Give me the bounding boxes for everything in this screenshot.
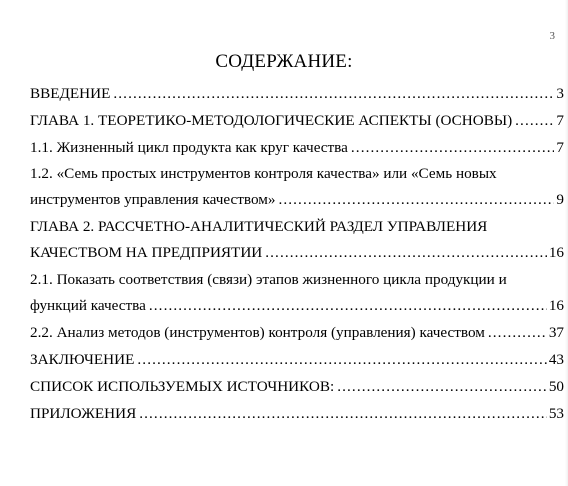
toc-entry-appendices[interactable] [30, 404, 564, 424]
toc-entry-text-line1: 1.2. «Семь простых инструментов контроля качества» или «Семь новых [30, 165, 497, 182]
leader-dots [278, 190, 554, 210]
toc-entry-page: 3 [556, 85, 564, 102]
page-number: 3 [549, 30, 555, 42]
toc-entry-page: 37 [548, 324, 564, 341]
toc-entry-text-line1: ГЛАВА 2. РАССЧЕТНО-АНАЛИТИЧЕСКИЙ РАЗДЕЛ УПРАВЛЕНИЯ [30, 218, 488, 235]
toc-entry-1-2[interactable] [30, 164, 564, 210]
leader-dots [265, 243, 547, 263]
toc-entry-page: 9 [556, 191, 564, 208]
toc-entry-conclusion[interactable] [30, 350, 564, 370]
toc-entry-2-1[interactable] [30, 270, 564, 316]
toc-entry-sources[interactable] [30, 377, 564, 397]
toc-entry-text: функций качества [30, 297, 146, 314]
toc-entry-text: КАЧЕСТВОМ НА ПРЕДПРИЯТИИ [30, 244, 263, 261]
toc-entry-text: 2.2. Анализ методов (инструментов) контроля (управления) качеством [30, 324, 485, 341]
toc-entry-text: 1.1. Жизненный цикл продукта как круг качества [30, 139, 348, 156]
toc-entry-page: 50 [548, 378, 564, 395]
toc-entry-page: 53 [548, 405, 564, 422]
leader-dots [137, 350, 546, 370]
toc-entry-page: 16 [548, 297, 564, 314]
toc-entry-chapter-1[interactable] [30, 111, 564, 131]
toc-entry-page: 43 [548, 351, 564, 368]
toc-entry-text: ВВЕДЕНИЕ [30, 85, 111, 102]
toc-entry-page: 16 [548, 244, 564, 261]
toc-entry-text: ПРИЛОЖЕНИЯ [30, 405, 137, 422]
toc-entry-chapter-2[interactable] [30, 217, 564, 263]
toc-entry-text: ЗАКЛЮЧЕНИЕ [30, 351, 135, 368]
toc-entry-page: 7 [556, 139, 564, 156]
toc-entry-introduction[interactable] [30, 84, 564, 104]
leader-dots [149, 296, 547, 316]
leader-dots [351, 138, 555, 158]
toc-entry-text-line1: 2.1. Показать соответствия (связи) этапов жизненного цикла продукции и [30, 271, 507, 288]
toc-entry-2-2[interactable] [30, 323, 564, 343]
toc-title: СОДЕРЖАНИЕ: [215, 51, 353, 72]
toc-entry-text: инструментов управления качеством» [30, 191, 276, 208]
toc-entry-page: 7 [556, 112, 564, 129]
leader-dots [488, 323, 547, 343]
leader-dots [139, 404, 547, 424]
leader-dots [113, 84, 554, 104]
leader-dots [515, 111, 554, 131]
leader-dots [337, 377, 547, 397]
toc-entry-text: ГЛАВА 1. ТЕОРЕТИКО-МЕТОДОЛОГИЧЕСКИЕ АСПЕКТЫ (ОСНОВЫ) [30, 112, 513, 129]
toc-entry-1-1[interactable] [30, 138, 564, 158]
toc-entry-text: СПИСОК ИСПОЛЬЗУЕМЫХ ИСТОЧНИКОВ: [30, 378, 335, 395]
